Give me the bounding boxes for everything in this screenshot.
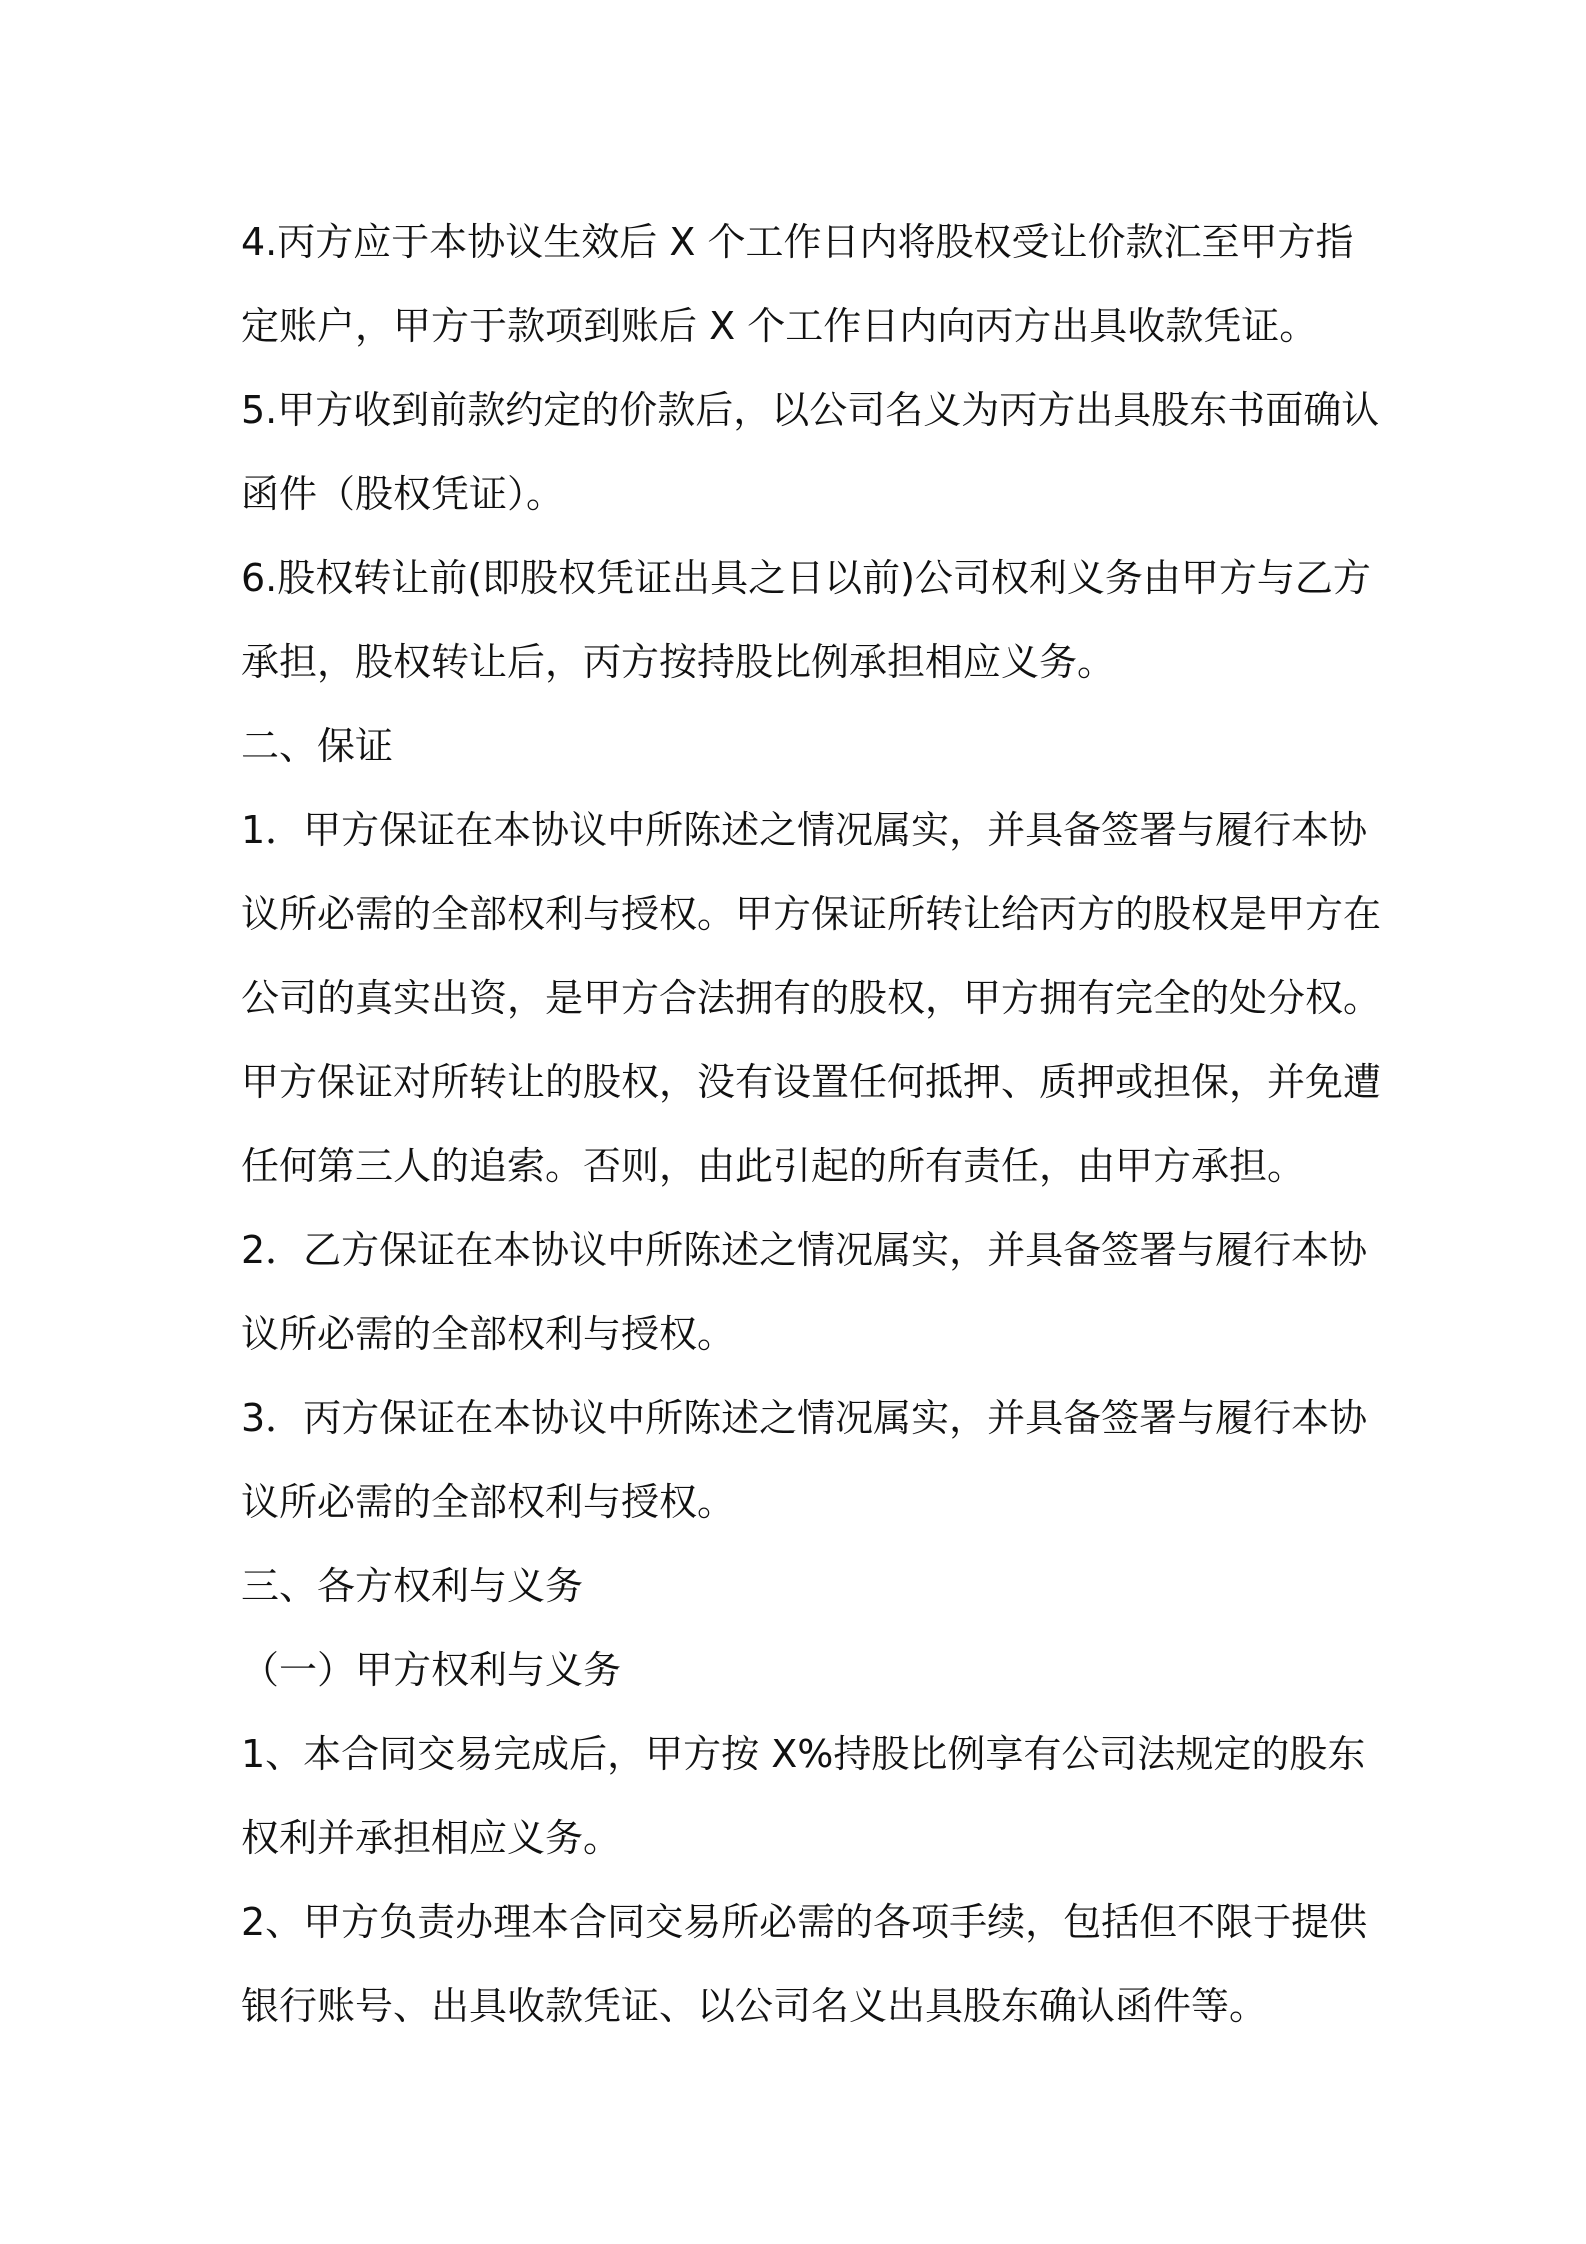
guarantee-3-line-1: 3．丙方保证在本协议中所陈述之情况属实，并具备签署与履行本协	[241, 1396, 1368, 1440]
clause-6-line-2: 承担，股权转让后，丙方按持股比例承担相应义务。	[241, 640, 1116, 684]
guarantee-1-line-3: 公司的真实出资，是甲方合法拥有的股权，甲方拥有完全的处分权。	[241, 976, 1382, 1020]
clause-4-line-1: 4.丙方应于本协议生效后 X 个工作日内将股权受让价款汇至甲方指	[241, 220, 1354, 264]
guarantee-1-line-1: 1．甲方保证在本协议中所陈述之情况属实，并具备签署与履行本协	[241, 808, 1368, 852]
guarantee-1-line-5: 任何第三人的追索。否则，由此引起的所有责任，由甲方承担。	[241, 1144, 1306, 1188]
rights-1-line-2: 权利并承担相应义务。	[241, 1816, 622, 1860]
guarantee-2-line-1: 2．乙方保证在本协议中所陈述之情况属实，并具备签署与履行本协	[241, 1228, 1368, 1272]
clause-4-line-2: 定账户，甲方于款项到账后 X 个工作日内向丙方出具收款凭证。	[241, 304, 1318, 348]
subsection-heading-party-a: （一）甲方权利与义务	[241, 1648, 622, 1692]
clause-5-line-2: 函件（股权凭证）。	[241, 472, 565, 516]
document-body	[241, 200, 1382, 2048]
section-heading-rights: 三、各方权利与义务	[241, 1564, 584, 1608]
guarantee-1-line-2: 议所必需的全部权利与授权。甲方保证所转让给丙方的股权是甲方在	[241, 892, 1382, 936]
clause-5-line-1: 5.甲方收到前款约定的价款后，以公司名义为丙方出具股东书面确认	[241, 388, 1380, 432]
rights-1-line-1: 1、本合同交易完成后，甲方按 X%持股比例享有公司法规定的股东	[241, 1732, 1366, 1776]
clause-6-line-1: 6.股权转让前(即股权凭证出具之日以前)公司权利义务由甲方与乙方	[241, 556, 1371, 600]
rights-2-line-1: 2、甲方负责办理本合同交易所必需的各项手续，包括但不限于提供	[241, 1900, 1368, 1944]
section-heading-guarantee: 二、保证	[241, 724, 394, 768]
guarantee-3-line-2: 议所必需的全部权利与授权。	[241, 1480, 736, 1524]
guarantee-2-line-2: 议所必需的全部权利与授权。	[241, 1312, 736, 1356]
rights-2-line-2: 银行账号、出具收款凭证、以公司名义出具股东确认函件等。	[241, 1984, 1268, 2028]
guarantee-1-line-4: 甲方保证对所转让的股权，没有设置任何抵押、质押或担保，并免遭	[241, 1060, 1382, 1104]
